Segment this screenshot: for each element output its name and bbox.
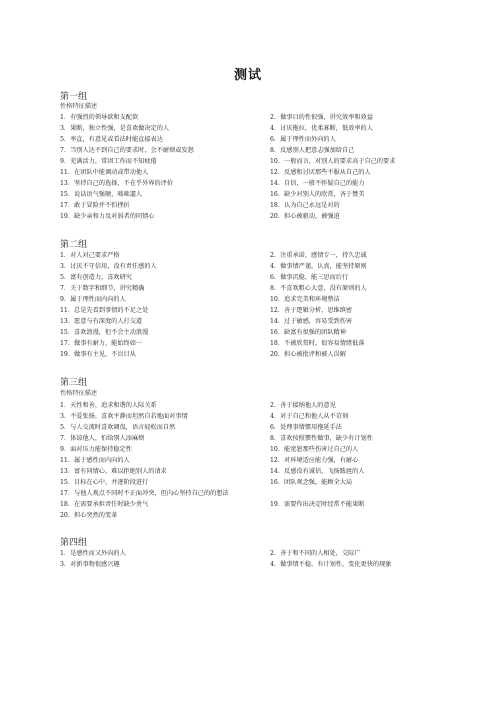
list-item: 7．体谅他人，怕给别人添麻烦 8．喜欢按照惯性做事，缺少有计划性 [60, 435, 373, 442]
list-item: 17．与他人观点不同时不正面冲突，但内心坚持自己的的想法 [60, 490, 229, 497]
list-item: 15．目标在心中，并逐阶段进行 16．团队观念强，能顾全大局 [60, 479, 353, 486]
list-item: 5．富有创造力，喜欢研究 6．做事沉稳，能三思而后行 [60, 274, 349, 281]
list-item: 13．愿意与有深度的人打交道 14．过于敏感，容易受到伤害 [60, 318, 353, 325]
list-item: 9．充满活力，常因工作而不知疲倦 10．一般而言，对别人的要求高于自己的要求 [60, 158, 396, 165]
list-item: 3．讨厌不守信用，没有责任感的人 4．做事情严谨，认真，能坚持原则 [60, 263, 367, 270]
list-item: 15．说话语气强硬，咄咄逼人 16．缺少对别人的欣赏，吝于赞美 [60, 191, 365, 198]
list-item: 3．果断，独立性强，是喜欢做决定的人 4．讨厌拖拉，优柔寡断，低效率的人 [60, 125, 373, 132]
list-item: 3．不爱张扬，喜欢平静而坦然自若地面对事情 4．对于自己和他人从不苛刻 [60, 413, 349, 420]
group-1-heading: 第一组 [60, 92, 88, 102]
list-item: 13．坚持自己的选择，不在乎外界的评价 14．自信，一般不怀疑自己的能力 [60, 180, 365, 187]
list-item: 20．担心突然的变革 [60, 512, 118, 519]
group-4-heading: 第四组 [60, 538, 88, 548]
list-item: 1．有强烈的领导欲和支配欲 2．做事目的性很强，讲究效率和效益 [60, 114, 373, 121]
list-item: 13．富有同情心，难以拒绝别人的请求 14．反感没有诚信，飞扬跋扈的人 [60, 468, 365, 475]
list-item: 17．敢于冒险并不怕挫折 18．认为自己永远是对的 [60, 202, 340, 209]
list-item: 7．关于数字和细节，讲究精确 8．不喜欢粗心大意，没有原则的人 [60, 285, 367, 292]
list-item: 7．当别人达不到自己的要求时，会不耐烦或发怒 8．反感别人把意志强加给自己 [60, 147, 355, 154]
list-item: 18．在需要承担责任时缺少勇气 19．需要作出决定时经常不能果断 [60, 501, 365, 508]
group-2-heading: 第二组 [60, 240, 88, 250]
group-3-heading: 第三组 [60, 378, 88, 388]
list-item: 3．对新事物很感兴趣 4．做事情不稳，有计划性，变化更快的现象 [60, 561, 392, 568]
group-3-subtitle: 性格特征描述 [60, 390, 98, 397]
group-1-subtitle: 性格特征描述 [60, 103, 98, 110]
list-item: 11．总是先看到事情的不足之处 12．善于逻辑分析，思维缜密 [60, 307, 353, 314]
list-item: 5．率直，有意见或看法时能直接表达 6．属于理性而外向的人 [60, 136, 336, 143]
list-item: 9．属于理性而内向的人 10．追求完美和环境整洁 [60, 296, 340, 303]
list-item: 19．缺少亲和力及对弱者的同情心 20．担心被驱动，被强迫 [60, 213, 340, 220]
list-item: 15．喜欢浪漫，但不会主动浪漫 16．缺富有很强的团队精神 [60, 329, 346, 336]
list-item: 19．做事有主见，不盲目从 20．担心被批评和被人误解 [60, 351, 346, 358]
list-item: 1．天性和善，追求和谐的人际关系 2．善于接纳他人的意见 [60, 402, 336, 409]
list-item: 5．与人交流时喜欢调侃，语言轻松而自然 6．处理事情惯用拖延手法 [60, 424, 342, 431]
list-item: 11．属于感性而内向的人 12．对环境适应能力强，有耐心 [60, 457, 359, 464]
page-title: 测试 [233, 68, 262, 83]
list-item: 17．做事有耐力，能始终如一 18．不被欣赏时，很容易情绪低落 [60, 340, 365, 347]
list-item: 11．在团队中能调动或带动他人 12．反感和讨厌那些不服从自己的人 [60, 169, 371, 176]
list-item: 1．是感性而又外向的人 2．善于和不同的人相处，交际广 [60, 550, 361, 557]
list-item: 9．面对压力能保持稳定性 10．能宽恕那些伤害过自己的人 [60, 446, 359, 453]
list-item: 1．对人对己要求严格 2．注重承诺，感情专一，持久忠诚 [60, 252, 367, 259]
